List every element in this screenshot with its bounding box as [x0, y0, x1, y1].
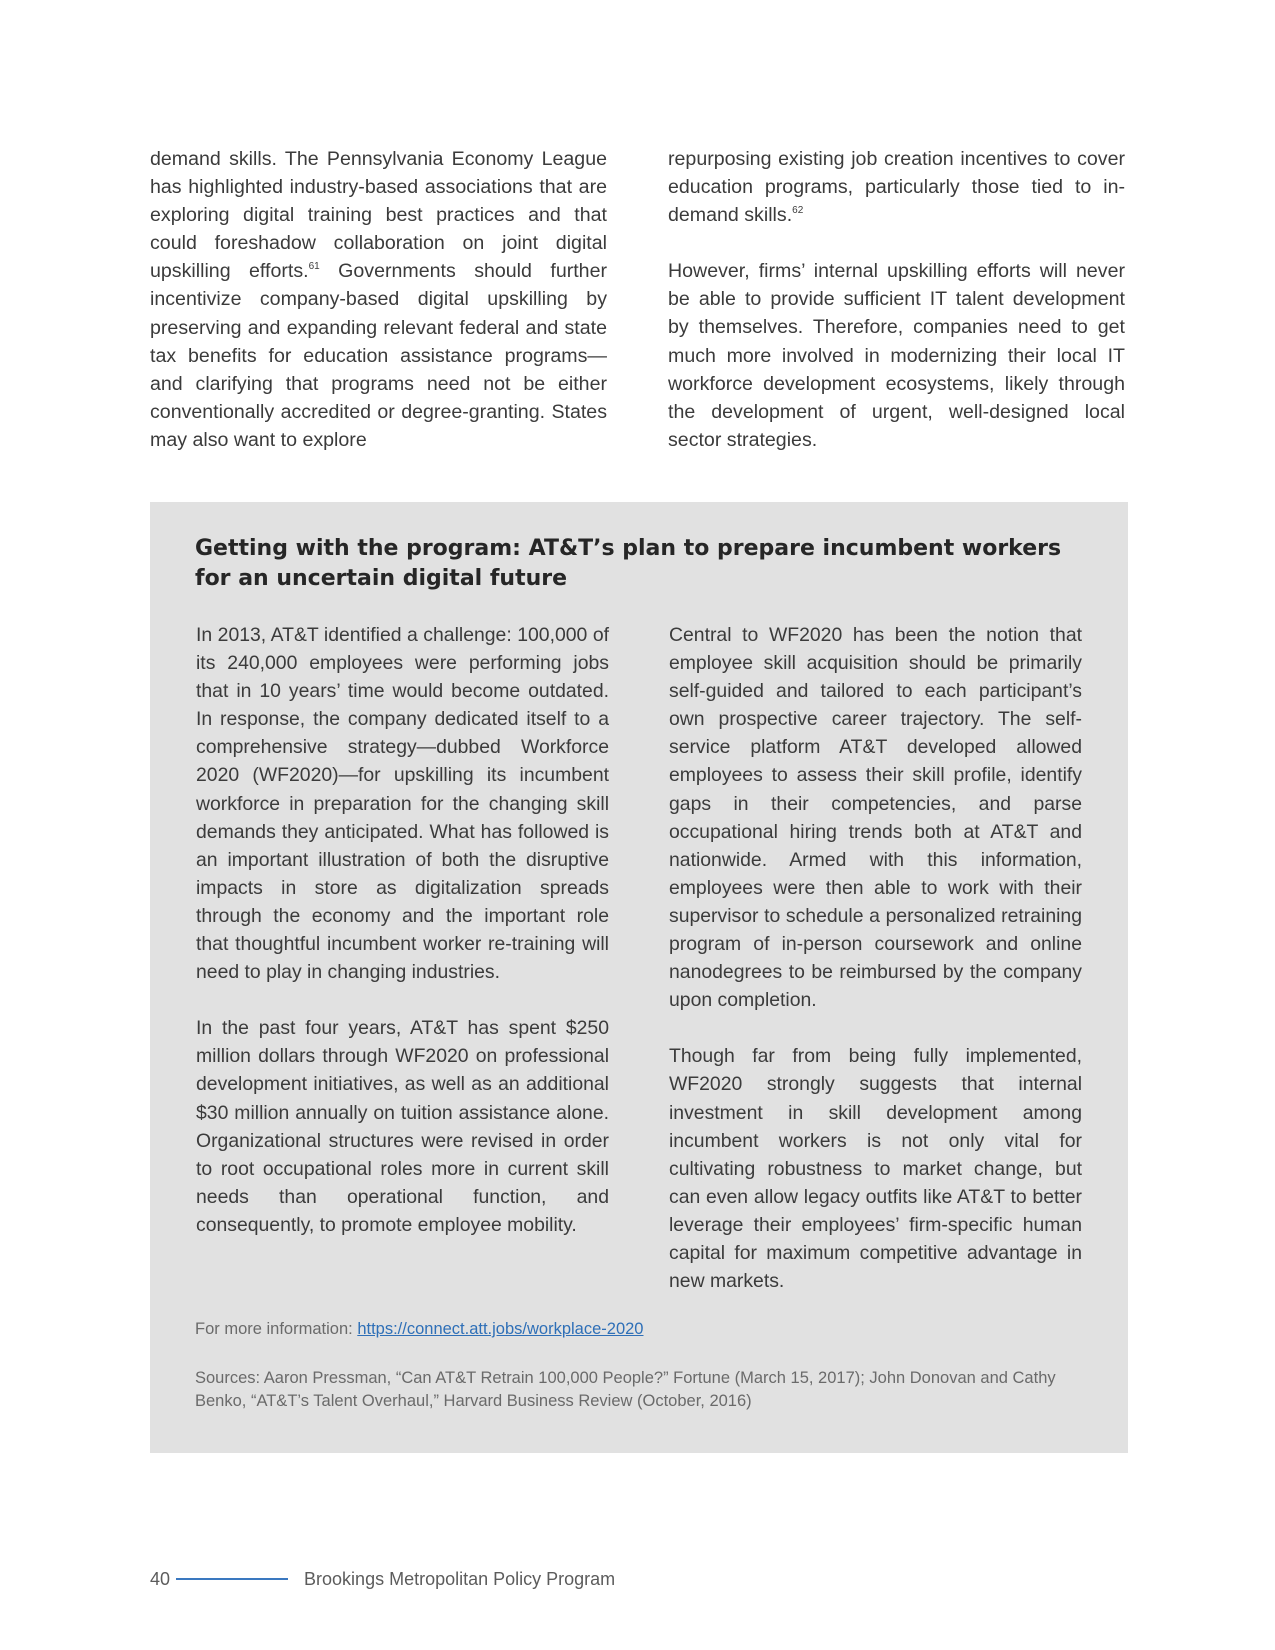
case-study-sidebar: [150, 502, 1128, 1453]
more-info-label: For more information:: [195, 1320, 358, 1338]
more-info-line: [195, 1318, 1075, 1340]
publication-name: Brookings Metropolitan Policy Program: [304, 1568, 616, 1589]
sidebar-paragraph: Central to WF2020 has been the notion that employee skill acquisition should be primarily self-guided and tailored to each participant’s own prospective career trajectory. The self-service platform AT&T developed allowed employees to assess their skill profile, identify gaps in their competencies, and parse occupational hiring trends both at AT&T and nationwide. Armed with this information, employees were then able to work with their supervisor to schedule a personalized retraining program of in-person coursework and online nanodegrees to be reimbursed by the company upon completion.: [669, 624, 1082, 1012]
sidebar-paragraph: Though far from being fully implemented, WF2020 strongly suggests that internal investment in skill development among incumbent workers is not only vital for cultivating robustness to market change, but can even allow legacy outfits like AT&T to better leverage their employees’ firm-specific human capital for maximum competitive advantage in new markets.: [669, 1045, 1082, 1293]
footnote-ref-61[interactable]: 61: [308, 261, 320, 273]
body-column-right: [668, 145, 1125, 454]
sidebar-column-right: [669, 621, 1082, 1295]
body-paragraph: demand skills. The Pennsylvania Economy League has highlighted industry-based associations that are exploring digital training best practices and that could foreshadow collaboration on joint digital upskilling efforts.$^{61}$ Governments should further incentivize company-based digital upskilling by preserving and expanding relevant federal and state tax benefits for education assistance programs—and clarifying that programs need not be either conventionally accredited or degree-granting. States may also want to explore: [150, 148, 608, 451]
more-info-link[interactable]: https://connect.att.jobs/workplace-2020: [357, 1320, 644, 1338]
body-paragraph: repurposing existing job creation incentives to cover education programs, particularly those tied to in-demand skills.$^{62}$: [668, 148, 1125, 227]
page-number: 40: [150, 1568, 171, 1589]
sources-note: Sources: Aaron Pressman, “Can AT&T Retrain 100,000 People?” Fortune (March 15, 2017); John Donovan and Cathy Benko, “AT&T’s Talent Overhaul,” Harvard Business Review (October, 2016): [195, 1369, 1056, 1410]
sidebar-column-left: [196, 621, 609, 1239]
footnote-ref-62[interactable]: 62: [792, 205, 804, 217]
page-footer: [150, 1566, 615, 1592]
sidebar-paragraph: In 2013, AT&T identified a challenge: 100,000 of its 240,000 employees were performing jobs that in 10 years’ time would become outdated. In response, the company dedicated itself to a comprehensive strategy—dubbed Workforce 2020 (WF2020)—for upskilling its incumbent workforce in preparation for the changing skill demands they anticipated. What has followed is an important illustration of both the disruptive impacts in store as digitalization spreads through the economy and the important role that thoughtful incumbent worker re-training will need to play in changing industries.: [196, 624, 609, 984]
body-column-left: [150, 145, 607, 454]
footer-divider: [176, 1578, 288, 1580]
sidebar-paragraph: In the past four years, AT&T has spent $250 million dollars through WF2020 on professional development initiatives, as well as an additional $30 million annually on tuition assistance alone. Organizational structures were revised in order to root occupational roles more in current skill needs than operational function, and consequently, to promote employee mobility.: [196, 1017, 609, 1236]
sidebar-title: Getting with the program: AT&T’s plan to prepare incumbent workers for an uncertain digital future: [195, 536, 1062, 591]
body-paragraph: However, firms’ internal upskilling efforts will never be able to provide sufficient IT talent development by themselves. Therefore, companies need to get much more involved in modernizing their local IT workforce development ecosystems, likely through the development of urgent, well-designed local sector strategies.: [668, 260, 1125, 451]
